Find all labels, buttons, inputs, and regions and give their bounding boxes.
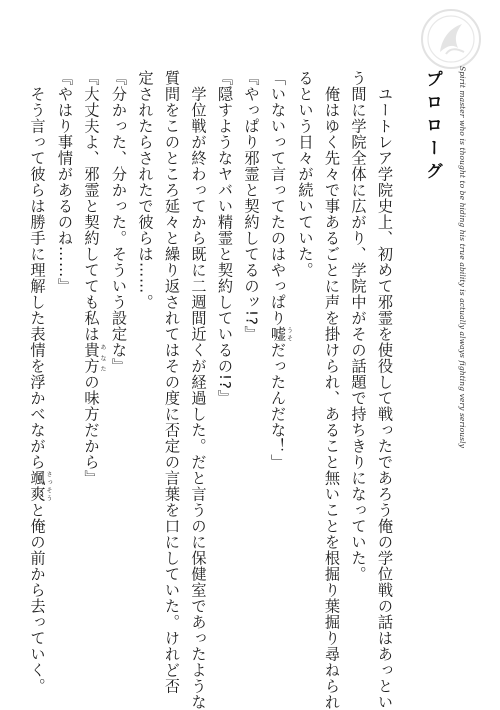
text-segment: 「いないって言ってたのはやっぱり: [269, 70, 287, 326]
body-text: [28, 70, 398, 710]
ruby-base: 嘘: [269, 326, 287, 342]
text-line: 学位戦が終わってから既に二週間近くが経過した。だと言うのに保健室であったような: [189, 70, 208, 710]
text-segment: の味方だから』: [82, 374, 101, 486]
text-segment: 『大丈夫よ、邪霊と契約してても私は: [82, 70, 101, 342]
text-segment: そう言って彼らは勝手に理解した表情を浮かべながら: [28, 70, 47, 470]
text-line: [24, 70, 52, 694]
text-line: るという日々が続いていた。: [296, 70, 315, 278]
text-line: 質問をこのところ延々と繰り返されてはその度に否定の言葉を口にしていた。けれど否: [163, 70, 181, 694]
text-line: ユートレア学院史上、初めて邪霊を使役して戦ったであろう俺の学位戦の話はあっとい: [376, 70, 394, 710]
ruby-uso: [269, 326, 293, 342]
text-line: 『隠すようなヤバい精霊と契約しているの!?』: [216, 70, 234, 406]
ruby-reading: うそ: [285, 326, 293, 342]
ruby-sassou: [28, 470, 52, 502]
ruby-base: 颯爽: [28, 470, 47, 502]
text-line: う間に学院全体に広がり、学院中がその話題で持ちきりになっていた。: [349, 70, 368, 582]
text-line: 定されたらされたで彼らは……。: [136, 70, 155, 310]
text-line: 俺はゆく先々で事あるごとに声を掛けられ、あること無いことを根掘り葉掘り尋ねられ: [323, 70, 341, 710]
text-segment: だったんだな！」: [269, 342, 287, 470]
ruby-anata: [82, 342, 106, 374]
text-line: 『やはり事情があるのね……』: [56, 70, 74, 294]
ruby-reading: さっそう: [45, 470, 52, 502]
ruby-base: 貴方: [82, 342, 101, 374]
chapter-title: プロローグ: [422, 70, 442, 185]
text-line: [78, 70, 106, 630]
ruby-reading: あなた: [99, 342, 106, 374]
running-header: Spirit master who is thought to be hiding his true ability is actually always fighting very seriously: [458, 66, 467, 448]
text-line: [265, 70, 293, 630]
text-line: 『分かった、分かった。そういう設定な』: [110, 70, 128, 374]
text-segment: と俺の前から去っていく。: [28, 502, 47, 694]
emblem-icon: [420, 8, 482, 70]
text-line: 『やっぱり邪霊と契約してるのッ!?』: [242, 70, 261, 342]
